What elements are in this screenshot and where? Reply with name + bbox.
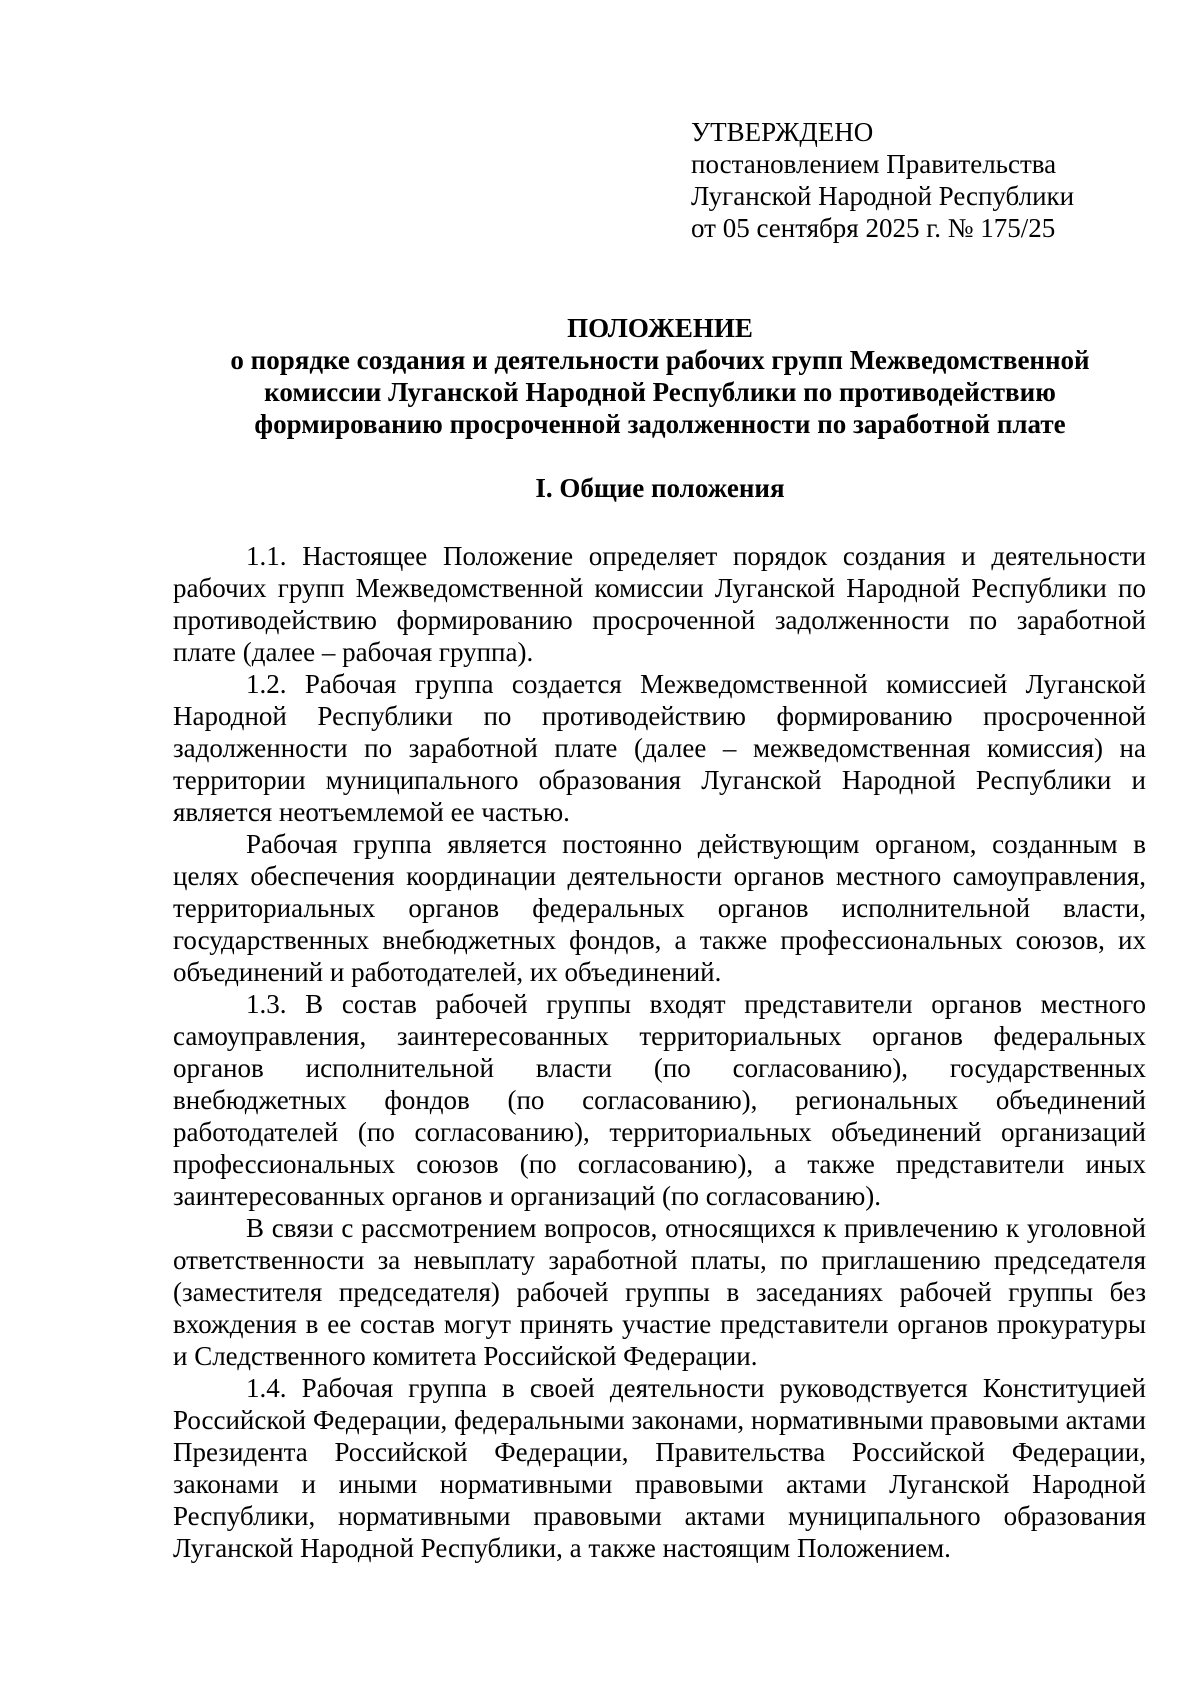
paragraph-1-2-continued: Рабочая группа является постоянно действующим органом, созданным в целях обеспечения координации деятельности органов местного самоуправления, территориальных органов федеральных органов исполнительной власти, государственных внебюджетных фондов, а также профессиональных союзов, их объединений и работодателей, их объединений.	[173, 829, 1146, 987]
section-title: I. Общие положения	[535, 473, 785, 503]
approval-line: Луганской Народной Республики	[691, 181, 1075, 211]
approval-heading: УТВЕРЖДЕНО	[691, 117, 874, 147]
document-body	[173, 540, 1146, 1564]
paragraph-1-3-continued: В связи с рассмотрением вопросов, относящихся к привлечению к уголовной ответственности за невыплату заработной платы, по приглашению председателя (заместителя председателя) рабочей группы в заседаниях рабочей группы без вхождения в ее состав могут принять участие представители органов прокуратуры и Следственного комитета Российской Федерации.	[173, 1213, 1146, 1371]
document-subtitle-line: формированию просроченной задолженности по заработной плате	[254, 409, 1066, 439]
section-heading	[150, 472, 1170, 504]
approval-line: постановлением Правительства	[691, 149, 1057, 179]
paragraph-1-3: 1.3. В состав рабочей группы входят представители органов местного самоуправления, заинтересованных территориальных органов федеральных органов исполнительной власти (по согласованию), государственных внебюджетных фондов (по согласованию), региональных объединений работодателей (по согласованию), территориальных объединений организаций профессиональных союзов (по согласованию), а также представители иных заинтересованных органов и организаций (по согласованию).	[173, 989, 1146, 1211]
paragraph-1-1: 1.1. Настоящее Положение определяет порядок создания и деятельности рабочих групп Межведомственной комиссии Луганской Народной Республики по противодействию формированию просроченной задолженности по заработной плате (далее – рабочая группа).	[173, 541, 1146, 667]
approval-date-number: от 05 сентября 2025 г. № 175/25	[691, 213, 1056, 243]
document-title: ПОЛОЖЕНИЕ	[567, 313, 753, 343]
document-subtitle-line: о порядке создания и деятельности рабочих групп Межведомственной	[230, 345, 1090, 375]
approval-stamp	[691, 116, 1171, 244]
document-title-block	[150, 312, 1170, 440]
paragraph-1-2: 1.2. Рабочая группа создается Межведомственной комиссией Луганской Народной Республики по противодействию формированию просроченной задолженности по заработной плате (далее – межведомственная комиссия) на территории муниципального образования Луганской Народной Республики и является неотъемлемой ее частью.	[173, 669, 1146, 827]
document-subtitle-line: комиссии Луганской Народной Республики по противодействию	[264, 377, 1056, 407]
paragraph-1-4: 1.4. Рабочая группа в своей деятельности руководствуется Конституцией Российской Федерации, федеральными законами, нормативными правовыми актами Президента Российской Федерации, Правительства Российской Федерации, законами и иными нормативными правовыми актами Луганской Народной Республики, нормативными правовыми актами муниципального образования Луганской Народной Республики, а также настоящим Положением.	[173, 1373, 1146, 1563]
